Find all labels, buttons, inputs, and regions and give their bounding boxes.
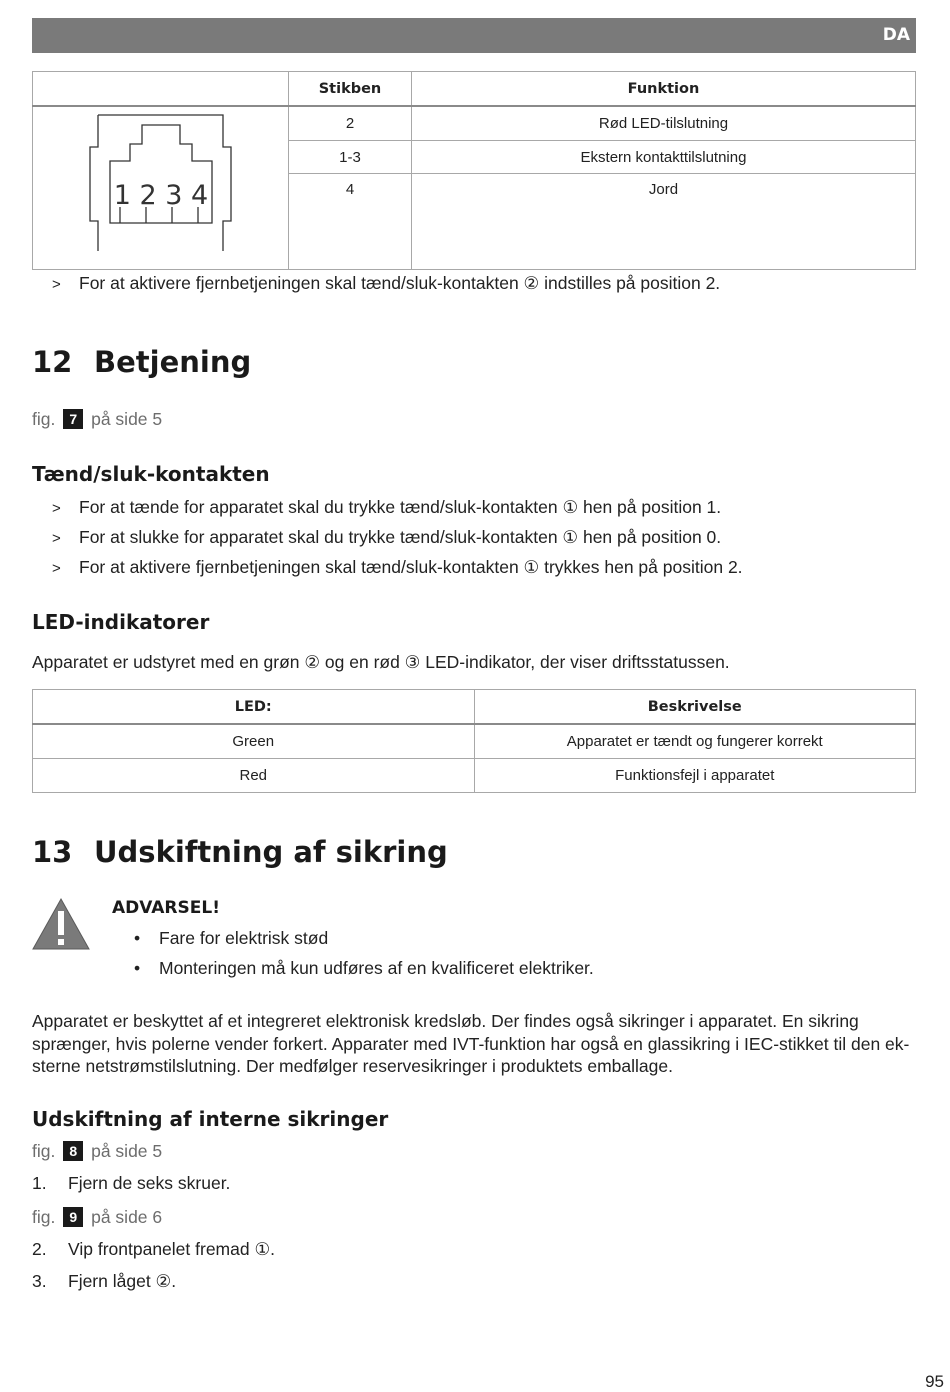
bullet-dot-icon: • — [134, 928, 141, 948]
empty-header-cell — [33, 72, 289, 107]
paragraph-line: sterne netstrømstilslutning. Der medfølger reservesikringer i produktets emballage. — [32, 1056, 673, 1076]
connector-pin-labels: 1 2 3 4 — [113, 180, 208, 211]
step-number: 1. — [32, 1173, 47, 1193]
section-number: 13 — [32, 835, 73, 869]
description-cell: Apparatet er tændt og fungerer korrekt — [474, 724, 916, 759]
rj-connector-icon — [86, 113, 236, 259]
step-item — [32, 1239, 275, 1260]
figref-prefix: fig. — [32, 409, 56, 429]
figure-reference[interactable] — [32, 1141, 162, 1162]
warning-item-text: Monteringen må kun udføres af en kvalificeret elektriker. — [159, 958, 594, 978]
figref-suffix: på side 6 — [91, 1207, 163, 1227]
led-intro-text: Apparatet er udstyret med en grøn ② og en rød ③ LED-indikator, der viser driftsstatussen. — [32, 652, 730, 672]
paragraph-line: sprænger, hvis polerne vender forkert. Apparater med IVT-funktion har også en glassikring i IEC-stikket til den ek- — [32, 1033, 910, 1054]
figure-reference[interactable] — [32, 1207, 162, 1228]
list-item — [134, 928, 328, 949]
warning-title: ADVARSEL! — [112, 898, 220, 918]
warning-triangle-icon — [31, 897, 91, 951]
warning-item-text: Fare for elektrisk stød — [159, 928, 329, 948]
table-row — [33, 724, 916, 759]
fuse-body-paragraph — [32, 1010, 912, 1078]
function-cell: Ekstern kontakttilslutning — [412, 141, 916, 174]
led-cell: Red — [33, 759, 475, 793]
section-13-heading — [32, 835, 448, 869]
figure-reference[interactable] — [32, 409, 162, 430]
remote-note-item — [52, 273, 720, 294]
language-header-bar — [32, 18, 916, 53]
chevron-right-icon: > — [52, 530, 61, 547]
figref-suffix: på side 5 — [91, 409, 163, 429]
step-text: Vip frontpanelet fremad ①. — [68, 1239, 276, 1259]
internal-fuses-subheading: Udskiftning af interne sikringer — [32, 1107, 389, 1131]
step-text: Fjern de seks skruer. — [68, 1173, 231, 1193]
chevron-right-icon: > — [52, 500, 61, 517]
list-item — [52, 557, 743, 578]
list-item — [52, 527, 721, 548]
led-subheading: LED-indikatorer — [32, 610, 210, 634]
list-item-text: For at tænde for apparatet skal du trykke tænd/sluk-kontakten ① hen på position 1. — [79, 497, 722, 517]
figref-prefix: fig. — [32, 1207, 56, 1227]
led-column-header: LED: — [33, 690, 475, 725]
switch-subheading: Tænd/sluk-kontakten — [32, 462, 270, 486]
step-item — [32, 1271, 176, 1292]
step-number: 3. — [32, 1271, 47, 1291]
paragraph-line: Apparatet er beskyttet af et integreret elektronisk kredsløb. Der findes også sikringer i apparatet. En sikring — [32, 1011, 859, 1031]
pin-column-header: Stikben — [289, 72, 412, 107]
language-code: DA — [882, 25, 910, 45]
step-item — [32, 1173, 230, 1194]
pin-function-table — [32, 71, 916, 270]
table-header-row — [33, 690, 916, 725]
chevron-right-icon: > — [52, 276, 61, 293]
page-number: 95 — [925, 1372, 944, 1391]
connector-diagram-cell — [33, 106, 289, 270]
pin-cell: 1-3 — [289, 141, 412, 174]
section-title: Betjening — [94, 345, 252, 379]
bullet-dot-icon: • — [134, 958, 141, 978]
step-text: Fjern låget ②. — [68, 1271, 177, 1291]
description-column-header: Beskrivelse — [474, 690, 916, 725]
section-title: Udskiftning af sikring — [94, 835, 448, 869]
figure-number-badge: 9 — [63, 1207, 83, 1227]
table-row — [33, 106, 916, 141]
figref-prefix: fig. — [32, 1141, 56, 1161]
list-item — [134, 958, 594, 979]
remote-note-text: For at aktivere fjernbetjeningen skal tænd/sluk-kontakten ② indstilles på position 2. — [79, 273, 721, 293]
function-column-header: Funktion — [412, 72, 916, 107]
led-status-table — [32, 689, 916, 793]
table-header-row — [33, 72, 916, 107]
chevron-right-icon: > — [52, 560, 61, 577]
description-cell: Funktionsfejl i apparatet — [474, 759, 916, 793]
figref-suffix: på side 5 — [91, 1141, 163, 1161]
function-cell: Jord — [412, 174, 916, 270]
step-number: 2. — [32, 1239, 47, 1259]
section-12-heading — [32, 345, 251, 379]
figure-number-badge: 7 — [63, 409, 83, 429]
figure-number-badge: 8 — [63, 1141, 83, 1161]
list-item-text: For at slukke for apparatet skal du trykke tænd/sluk-kontakten ① hen på position 0. — [79, 527, 722, 547]
led-cell: Green — [33, 724, 475, 759]
list-item-text: For at aktivere fjernbetjeningen skal tænd/sluk-kontakten ① trykkes hen på position 2. — [79, 557, 743, 577]
function-cell: Rød LED-tilslutning — [412, 106, 916, 141]
pin-cell: 2 — [289, 106, 412, 141]
section-number: 12 — [32, 345, 73, 379]
table-row — [33, 759, 916, 793]
pin-cell: 4 — [289, 174, 412, 270]
list-item — [52, 497, 721, 518]
